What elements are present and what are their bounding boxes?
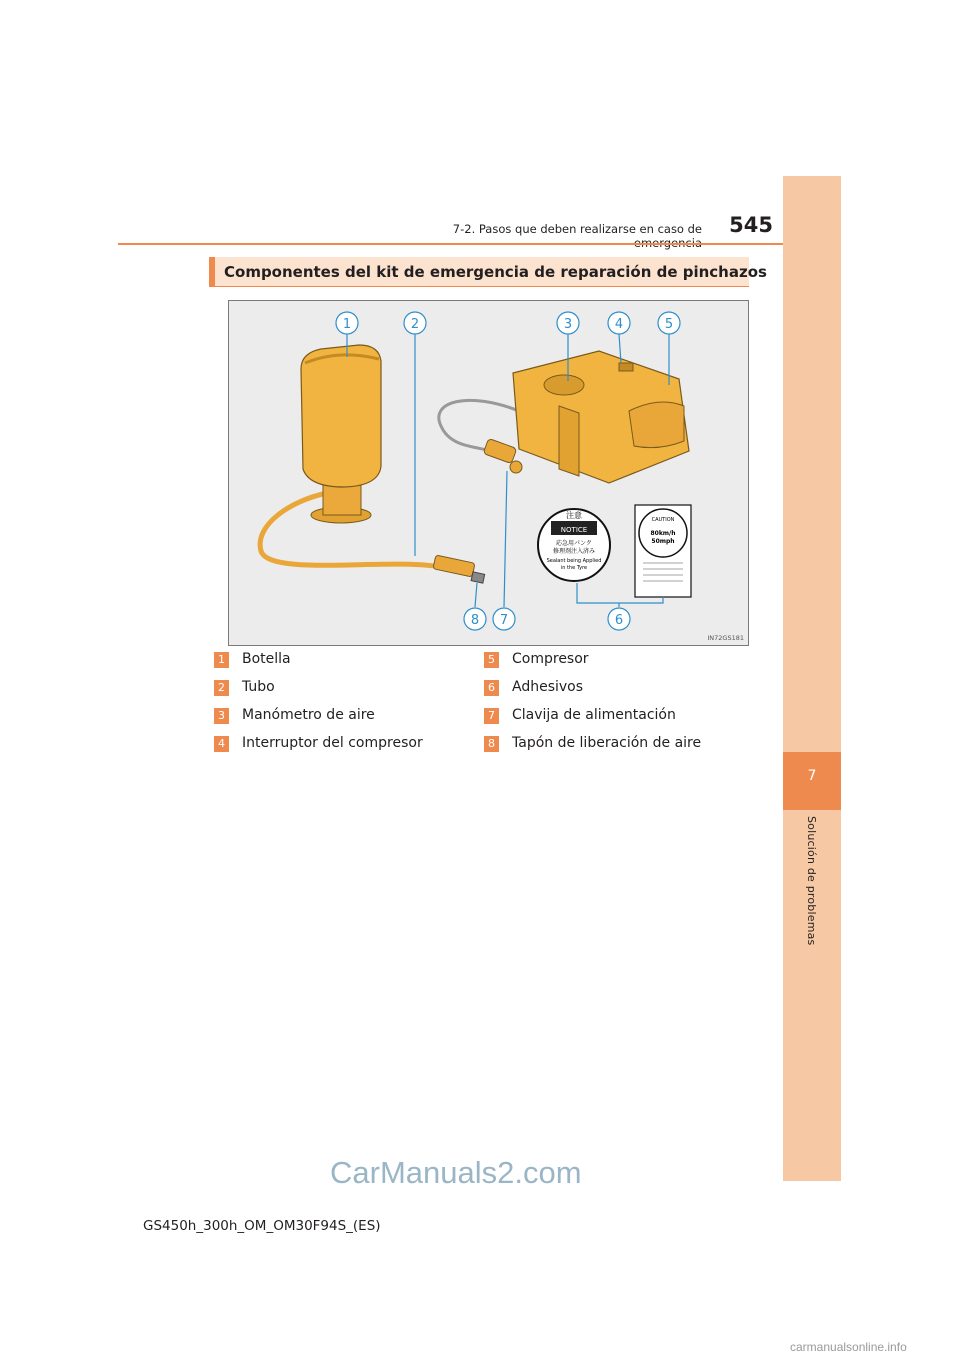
sticker-left-line-5: Sealant being Applied — [546, 558, 602, 564]
header-rule — [118, 243, 783, 245]
legend-number: 1 — [214, 652, 229, 668]
sticker-left-line-2: NOTICE — [560, 526, 588, 534]
callout-3: 3 — [563, 317, 573, 332]
figure-code: IN72GS181 — [707, 634, 744, 642]
legend-number: 2 — [214, 680, 229, 696]
bottle-body — [301, 345, 381, 487]
legend-number: 5 — [484, 652, 499, 668]
air-release-cap — [471, 572, 485, 583]
legend-number: 8 — [484, 736, 499, 752]
watermark[interactable]: CarManuals2.com — [330, 1155, 582, 1190]
legend-label: Clavija de alimentación — [512, 707, 676, 723]
sticker-left-line-1: 注意 — [566, 511, 582, 520]
legend-label: Adhesivos — [512, 679, 584, 695]
chapter-number: 7 — [807, 768, 817, 784]
legend-label: Tapón de liberación de aire — [512, 735, 702, 751]
callout-2: 2 — [410, 317, 420, 332]
pressure-gauge — [544, 375, 584, 395]
legend-number: 6 — [484, 680, 499, 696]
legend-number: 3 — [214, 708, 229, 724]
chapter-title: Solución de problemas — [805, 816, 818, 946]
sticker-right-line-1: CAUTION — [651, 517, 675, 523]
legend-label: Compresor — [512, 651, 589, 667]
section-heading-rule — [209, 286, 749, 287]
power-plug-tip — [510, 461, 522, 473]
side-tab — [783, 176, 841, 1181]
page-number: 545 — [729, 213, 773, 237]
callout-1: 1 — [342, 317, 352, 332]
hose-connector — [433, 555, 475, 577]
repair-kit-figure — [228, 300, 749, 646]
bottom-link[interactable]: carmanualsonline.info — [790, 1340, 907, 1354]
compressor-hose-housing — [629, 402, 684, 448]
sticker-right-line-2: 80km/h — [650, 530, 676, 537]
header-section: 7-2. Pasos que deben realizarse en caso de — [452, 222, 702, 236]
callout-5: 5 — [664, 317, 674, 332]
legend-label: Botella — [242, 651, 291, 667]
sticker-left-line-4: 修理剤注入済み — [552, 548, 596, 555]
callout-4: 4 — [614, 317, 624, 332]
sticker-right-line-3: 50mph — [651, 538, 675, 545]
legend-label: Interruptor del compresor — [242, 735, 423, 751]
repair-kit-illustration — [229, 301, 748, 645]
compressor-fins — [559, 406, 579, 476]
legend-label: Tubo — [242, 679, 275, 695]
sticker-left-line-3: 応急用パンク — [556, 540, 592, 547]
footer-model-code: GS450h_300h_OM_OM30F94S_(ES) — [143, 1218, 381, 1234]
sticker-left-line-6: in the Tyre — [560, 565, 588, 571]
legend-number: 7 — [484, 708, 499, 724]
power-plug — [483, 438, 517, 463]
legend-number: 4 — [214, 736, 229, 752]
section-title: Componentes del kit de emergencia de reparación de pinchazos — [224, 263, 767, 281]
callout-6: 6 — [614, 613, 624, 628]
legend-label: Manómetro de aire — [242, 707, 375, 723]
callout-7: 7 — [499, 613, 509, 628]
compressor-switch — [619, 363, 633, 371]
callout-8: 8 — [470, 613, 480, 628]
